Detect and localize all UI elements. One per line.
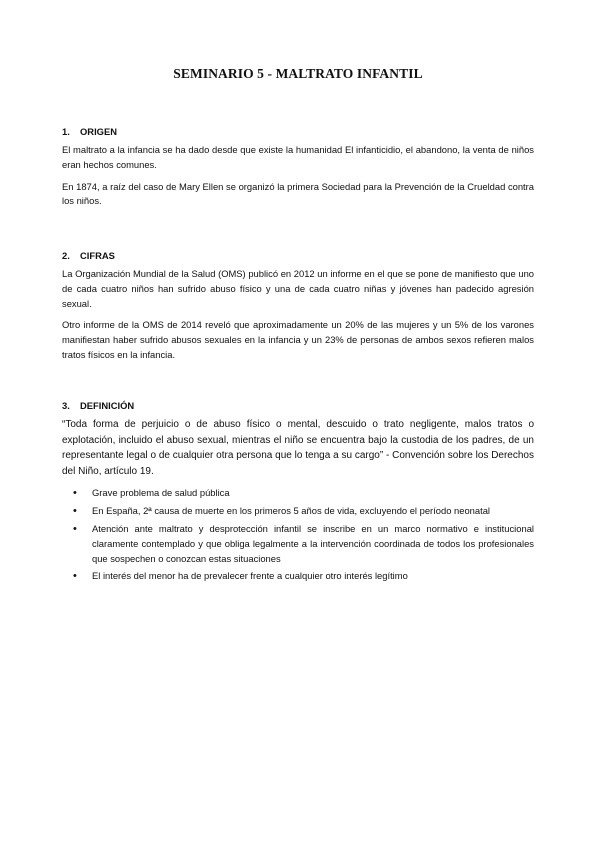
definition-quote: “Toda forma de perjuicio o de abuso físico o mental, descuido o trato negligente, malos tratos o explotación, incluido el abuso sexual, mientras el niño se encuentra bajo la custodia de los padres, de un representante legal o de cualquier otra persona que lo tenga a su cargo” - Convención sobre los Derechos del Niño, artículo 19. [62,419,534,477]
section-definicion [62,400,534,587]
paragraph: Otro informe de la OMS de 2014 reveló que aproximadamente un 20% de las mujeres y un 5% de los varones manifiestan haber sufrido abusos sexuales en la infancia y un 23% de personas de ambos sexos refieren malos tratos físicos en la infancia. [62,319,534,360]
section-heading [62,126,534,137]
section-number: 1. [62,126,70,137]
list-item: • Grave problema de salud pública [92,486,534,501]
section-title: CIFRAS [80,250,115,261]
section-heading [62,400,534,411]
section-cifras [62,250,534,370]
section-origen [62,126,534,216]
section-title: ORIGEN [80,126,117,137]
list-item: • En España, 2ª causa de muerte en los primeros 5 años de vida, excluyendo el período neonatal [92,504,534,519]
page-title: SEMINARIO 5 - MALTRATO INFANTIL [173,66,423,81]
section-number: 3. [62,400,70,411]
bullet-list [62,486,534,584]
section-number: 2. [62,250,70,261]
list-item: • El interés del menor ha de prevalecer frente a cualquier otro interés legítimo [92,569,534,584]
paragraph: El maltrato a la infancia se ha dado desde que existe la humanidad El infanticidio, el abandono, la venta de niños eran hechos comunes. [62,144,534,170]
paragraph: La Organización Mundial de la Salud (OMS) publicó en 2012 un informe en el que se pone de manifiesto que uno de cada cuatro niños han sufrido abuso físico y una de cada cuatro niñas y jóvenes han padecido agresión sexual. [62,268,534,309]
section-title: DEFINICIÓN [80,400,135,411]
section-heading [62,250,534,261]
list-item: • Atención ante maltrato y desprotección infantil se inscribe en un marco normativo e institucional claramente contemplado y que obliga legalmente a la intervención coordinada de todos los profesionales que sospechen o conozcan estas situaciones [92,522,534,566]
paragraph: En 1874, a raíz del caso de Mary Ellen se organizó la primera Sociedad para la Prevención de la Crueldad contra los niños. [62,180,534,207]
